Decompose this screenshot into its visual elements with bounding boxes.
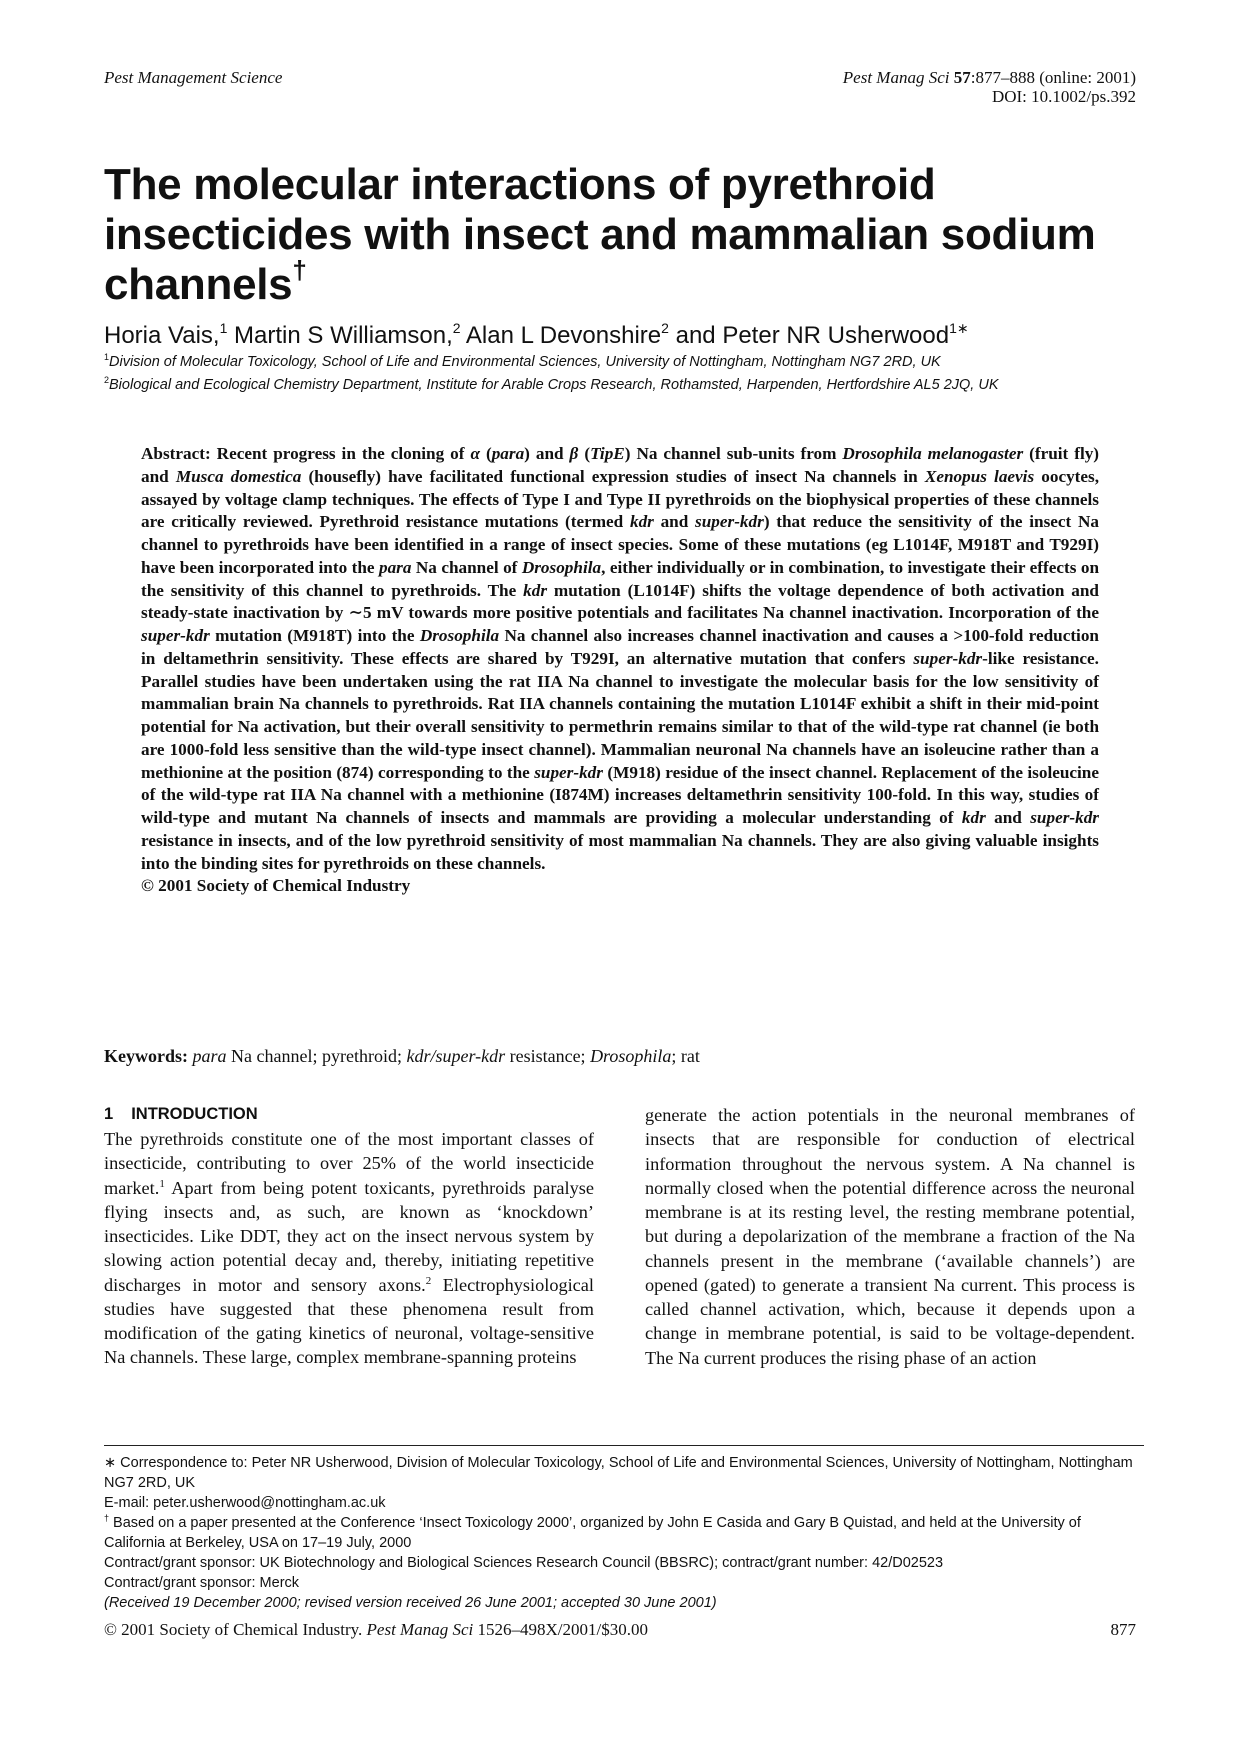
- affiliation-1: [104, 352, 1144, 372]
- text-run: (housefly) have facilitated functional expression studies of insect Na channels in: [301, 466, 925, 486]
- footer-journal: Pest Manag Sci: [366, 1620, 474, 1639]
- citation-pages: :877–888 (online: 2001): [970, 68, 1136, 87]
- italic-term: super-kdr: [141, 626, 210, 645]
- italic-term: kdr: [961, 808, 986, 827]
- citation-block: [843, 68, 1136, 106]
- text-run: Apart from being potent toxicants, pyrethroids paralyse flying insects and, as such, are known as ‘knockdown’ insecticides. Like DDT, they act on the insect nervous system by slowing action potential decay and, thereby, initiating repetitive discharges in motor and sensory axons.: [104, 1177, 594, 1295]
- italic-term: Musca domestica: [175, 466, 302, 486]
- italic-term: Drosophila melanogaster: [842, 444, 1024, 463]
- abstract-body: [141, 444, 1099, 873]
- section-number: 1: [104, 1105, 114, 1123]
- author-list: [104, 322, 1144, 350]
- text-run: -like resistance. Parallel studies have been undertaken using the rat IIA Na channel to investigate the molecular basis for the low sensitivity of mammalian brain Na channels to pyrethroids. Rat IIA channels containing the mutation L1014F exhibit a shift in their mid-point potential for Na activation, but their overall sensitivity to permethrin remains similar to that of the wild-type rat channel (ie both are 1000-fold less sensitive than the wild-type insect channel). Mammalian neuronal Na channels have an isoleucine rather than a methionine at the position (874) corresponding to the: [141, 648, 1099, 782]
- title-line-1: The molecular interactions of pyrethroid: [104, 160, 936, 209]
- text-run: oocytes, assayed by voltage clamp techniques. The effects of Type I and Type II pyrethroids on the biophysical properties of these channels are critically reviewed. Pyrethroid resistance mutations (termed: [141, 466, 1100, 532]
- italic-term: Drosophila: [419, 626, 500, 645]
- citation-ref: 1: [159, 1177, 165, 1190]
- footnotes: [104, 1453, 1144, 1613]
- text-run: Recent progress in the cloning of: [210, 444, 471, 463]
- footnote-sponsor-2: Contract/grant sponsor: Merck: [104, 1575, 300, 1591]
- italic-term: α: [470, 444, 480, 463]
- footnote-divider: [104, 1445, 1144, 1446]
- italic-term: kdr/super-kdr: [406, 1046, 506, 1066]
- text-run: resistance in insects, and of the low pyrethroid sensitivity of most mammalian Na channels. They are also giving valuable insights into the binding sites for pyrethroids on these channels.: [141, 830, 1099, 873]
- italic-term: para: [491, 444, 525, 463]
- text-run: Electrophysiological studies have suggested that these phenomena result from modification of the gating kinetics of neuronal, voltage-sensitive Na channels. These large, complex membrane-spanning proteins: [104, 1274, 594, 1368]
- intro-right-column: generate the action potentials in the neuronal membranes of insects that are responsible for conduction of electrical information throughout the nervous system. A Na channel is normally closed when the potential difference across the neuronal membrane is at its resting level, the resting membrane potential, but during a depolarization of the membrane a fraction of the Na channels present in the membrane (‘available channels’) are opened (gated) to generate a transient Na current. This process is called channel activation, which, because it depends upon a change in membrane potential, is said to be voltage-dependent. The Na current produces the rising phase of an action: [645, 1105, 1135, 1368]
- footnote-correspondence: ∗ Correspondence to: Peter NR Usherwood, Division of Molecular Toxicology, School of Life and Environmental Sciences, University of Nottingham, Nottingham NG7 2RD, UK: [104, 1455, 1133, 1491]
- citation-volume: 57: [953, 68, 971, 87]
- affiliation-2: [104, 375, 1144, 395]
- title-dagger: †: [292, 255, 307, 285]
- footer-issn: 1526–498X/2001/$30.00: [473, 1620, 648, 1639]
- text-run: and: [985, 808, 1031, 827]
- text-run: ) Na channel sub-units from: [624, 444, 843, 463]
- author-affil-sup: 1∗: [949, 320, 969, 336]
- italic-term: TipE: [590, 444, 625, 463]
- text-run: Na channel also increases channel inactivation and causes a >100-fold reduction in deltamethrin sensitivity. These effects are shared by T929I, an alternative mutation that confers: [141, 626, 1099, 668]
- italic-term: Drosophila: [521, 557, 602, 577]
- italic-term: kdr: [629, 512, 654, 532]
- citation-journal: Pest Manag Sci: [842, 68, 950, 87]
- title-line-2: insecticides with insect and mammalian sodium: [104, 210, 1096, 259]
- text-run: (M918) residue of the insect channel. Replacement of the isoleucine of the wild-type rat IIA Na channel with a methionine (I874M) increases deltamethrin sensitivity 100-fold. In this way, studies of wild-type and mutant Na channels of insects and mammals are providing a molecular understanding of: [141, 762, 1099, 827]
- footnote-based-on-text: Based on a paper presented at the Conference ‘Insect Toxicology 2000’, organized by John E Casida and Gary B Quistad, and held at the University of California at Berkeley, USA on 17–19 July, 2000: [104, 1515, 1081, 1551]
- author-name: Martin S Williamson,: [227, 322, 453, 349]
- doi: DOI: 10.1002/ps.392: [991, 87, 1136, 106]
- text-run: , either individually or in combination, to investigate their effects on the sensitivity of this channel to pyrethroids. The: [141, 557, 1099, 600]
- footnote-dagger: †: [104, 1513, 110, 1523]
- text-run: and: [653, 512, 696, 532]
- keywords-label: Keywords:: [104, 1046, 188, 1066]
- text-run: ) that reduce the sensitivity of the insect Na channel to pyrethroids have been identified in a range of insect species. Some of these mutations (eg L1014F, M918T and T929I) have been incorporated into the: [141, 512, 1099, 577]
- footer-copyright: © 2001 Society of Chemical Industry.: [104, 1620, 367, 1639]
- text-run: mutation (M918T) into the: [209, 626, 420, 645]
- footer-citation: [104, 1620, 648, 1640]
- author-affil-sup: 2: [661, 320, 669, 336]
- text-run: ; rat: [671, 1046, 700, 1066]
- italic-term: kdr: [523, 580, 548, 600]
- italic-term: para: [378, 557, 412, 577]
- italic-term: β: [569, 444, 579, 463]
- page-number: 877: [1110, 1620, 1136, 1639]
- keywords: [104, 1045, 1144, 1067]
- text-run: Na channel of: [411, 557, 522, 577]
- keywords-list: [188, 1046, 700, 1066]
- footnote-received: (Received 19 December 2000; revised version received 26 June 2001; accepted 30 June 2001): [104, 1595, 717, 1611]
- footnote-based-on: [104, 1513, 1144, 1553]
- italic-term: super-kdr: [695, 512, 764, 532]
- author-affil-sup: 1: [219, 320, 228, 336]
- italic-term: super-kdr: [913, 648, 983, 668]
- journal-name: Pest Management Science: [104, 68, 283, 87]
- affiliation-sup: 2: [104, 375, 110, 385]
- abstract-label: Abstract:: [141, 444, 211, 463]
- text-run: mutation (L1014F) shifts the voltage dependence of both activation and steady-state inactivation by ∼5 mV towards more positive potentials and facilitates Na channel inactivation. Incorporation of the: [141, 580, 1099, 623]
- abstract-copyright: © 2001 Society of Chemical Industry: [141, 876, 411, 896]
- citation-line: [843, 68, 1136, 87]
- italic-term: super-kdr: [1030, 808, 1099, 827]
- footnote-sponsor-1: Contract/grant sponsor: UK Biotechnology and Biological Sciences Research Council (BBSRC); contract/grant number: 42/D02523: [104, 1555, 944, 1571]
- intro-left-column: [104, 1127, 594, 1370]
- text-run: (fruit fly) and: [141, 444, 1100, 486]
- author-affil-sup: 2: [452, 320, 461, 336]
- text-run: (: [479, 444, 492, 463]
- author-name: Alan L Devonshire: [460, 322, 662, 349]
- footnote-email: E-mail: peter.usherwood@nottingham.ac.uk: [104, 1495, 386, 1511]
- text-run: resistance;: [505, 1046, 591, 1066]
- citation-ref: 2: [425, 1274, 432, 1287]
- italic-term: Xenopus laevis: [924, 466, 1035, 486]
- text-run: ) and: [524, 444, 570, 463]
- section-title: INTRODUCTION: [131, 1105, 258, 1123]
- italic-term: Drosophila: [590, 1046, 672, 1066]
- abstract: [141, 443, 1099, 898]
- article-title: [104, 160, 1144, 310]
- author-name: and Peter NR Usherwood: [668, 322, 950, 349]
- section-heading: [104, 1105, 258, 1124]
- italic-term: para: [192, 1046, 227, 1066]
- text-run: Na channel; pyrethroid;: [226, 1046, 407, 1066]
- text-run: (: [578, 444, 591, 463]
- italic-term: super-kdr: [534, 762, 603, 782]
- author-name: Horia Vais,: [104, 322, 220, 349]
- title-line-3: channels: [104, 260, 293, 309]
- affiliation-text: Biological and Ecological Chemistry Department, Institute for Arable Crops Research, Rothamsted, Harpenden, Hertfordshire AL5 2JQ, UK: [109, 377, 999, 393]
- affiliation-sup: 1: [104, 352, 110, 362]
- text-run: The pyrethroids constitute one of the most important classes of insecticide, contributing to over 25% of the world insecticide market.: [104, 1129, 594, 1198]
- affiliation-text: Division of Molecular Toxicology, School of Life and Environmental Sciences, University of Nottingham, Nottingham NG7 2RD, UK: [109, 354, 941, 370]
